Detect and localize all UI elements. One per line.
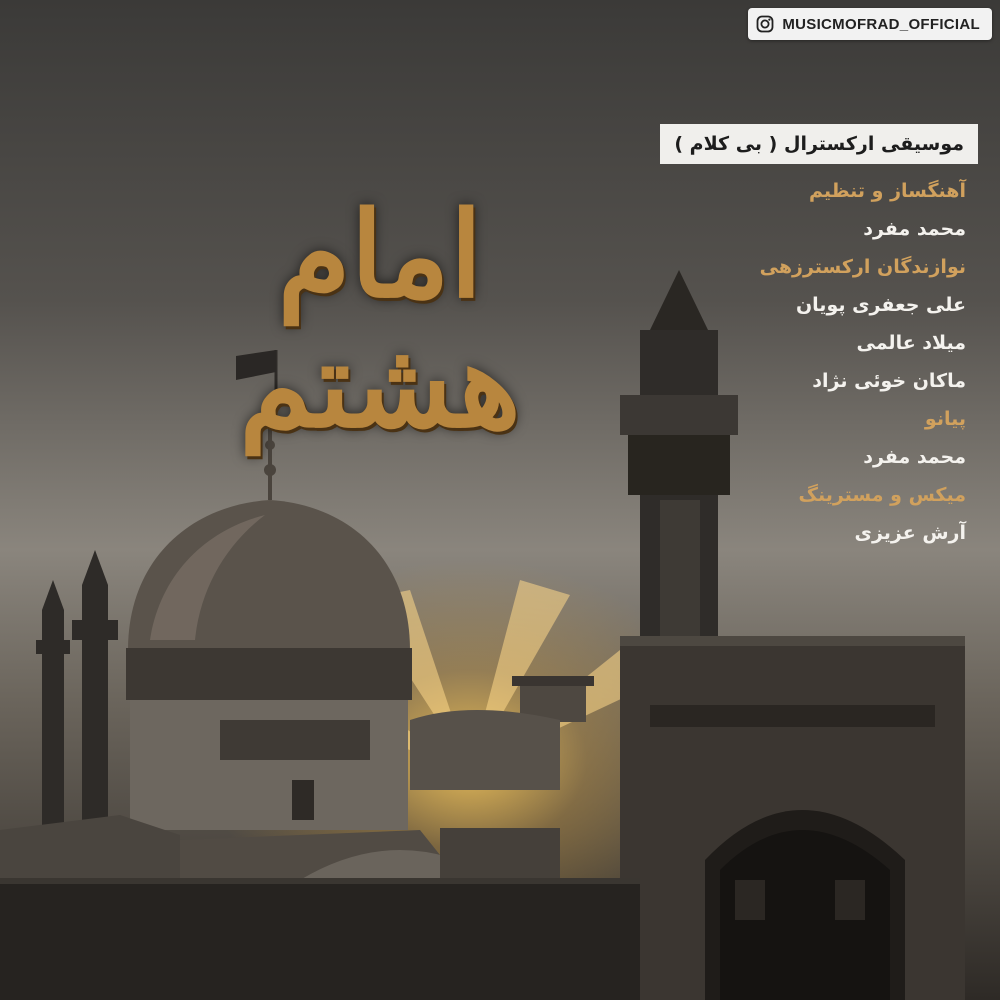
- instagram-icon: [756, 15, 774, 33]
- left-minarets: [36, 550, 118, 845]
- credit-line: محمد مفرد: [863, 218, 966, 240]
- instagram-handle: MUSICMOFRAD_OFFICIAL: [782, 15, 980, 33]
- subtitle-banner: موسیقی ارکسترال ( بی کلام ): [660, 124, 978, 164]
- credit-line: آرش عزیزی: [854, 522, 966, 544]
- credit-line: میکس و مسترینگ: [798, 484, 966, 506]
- credit-line: علی جعفری پویان: [795, 294, 966, 316]
- rooftops: [0, 815, 640, 1000]
- credit-line: آهنگساز و تنظیم: [809, 180, 966, 202]
- instagram-badge[interactable]: [748, 8, 992, 40]
- iwan-building: [620, 636, 965, 1000]
- credits-list: [636, 172, 966, 552]
- credit-line: محمد مفرد: [863, 446, 966, 468]
- album-title: امام هشتم: [239, 185, 521, 454]
- credit-line: ماکان خوئی نژاد: [812, 370, 966, 392]
- credit-line: میلاد عالمی: [856, 332, 966, 354]
- credit-line: پیانو: [924, 408, 966, 430]
- credit-line: نوازندگان ارکسترزهی: [759, 256, 966, 278]
